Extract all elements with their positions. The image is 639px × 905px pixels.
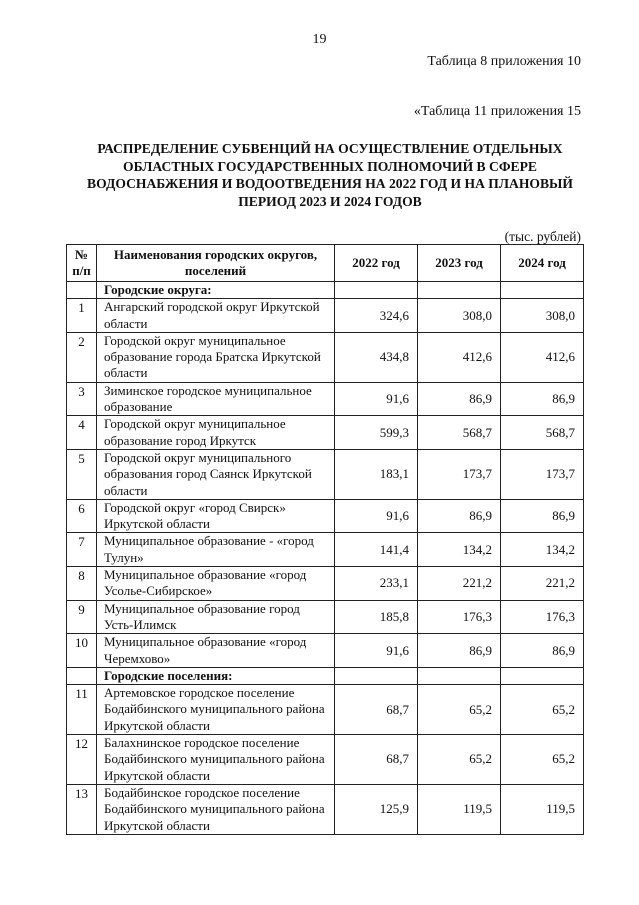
municipality-name-line: Тулун» <box>104 549 144 565</box>
section-title: Городские поселения: <box>97 667 335 684</box>
title-line: ОБЛАСТНЫХ ГОСУДАРСТВЕННЫХ ПОЛНОМОЧИЙ В СФЕРЕ <box>123 158 537 174</box>
municipality-name-line: Бодайбинского муниципального района <box>104 701 325 717</box>
section-empty-cell <box>418 282 501 299</box>
municipality-name-line: области <box>104 482 148 498</box>
municipality-name <box>97 382 335 416</box>
value-2022: 141,4 <box>335 533 418 567</box>
municipality-name-line: образование город Иркутск <box>104 432 257 448</box>
municipality-name-line: Балахнинское городское поселение <box>104 735 300 751</box>
row-number: 3 <box>67 382 97 416</box>
municipality-name-line: Бодайбинского муниципального района <box>104 801 325 817</box>
municipality-name-line: Артемовское городское поселение <box>104 685 295 701</box>
municipality-name-line: образование города Братска Иркутской <box>104 349 321 365</box>
header-2022: 2022 год <box>335 245 418 282</box>
municipality-name <box>97 449 335 499</box>
municipality-name-line: Ангарский городской округ Иркутской <box>104 299 320 315</box>
value-2024: 65,2 <box>501 685 584 735</box>
municipality-name <box>97 567 335 601</box>
municipality-name-line: Усолье-Сибирское» <box>104 583 213 599</box>
row-number: 9 <box>67 600 97 634</box>
table-body <box>67 282 584 835</box>
value-2024: 86,9 <box>501 382 584 416</box>
section-empty-cell <box>335 667 418 684</box>
units-label: (тыс. рублей) <box>504 229 581 244</box>
municipality-name-line: области <box>104 365 148 381</box>
row-number: 13 <box>67 784 97 834</box>
title-line: ВОДОСНАБЖЕНИЯ И ВОДООТВЕДЕНИЯ НА 2022 ГОД И НА ПЛАНОВЫЙ <box>87 176 573 191</box>
municipality-name <box>97 685 335 735</box>
value-2023: 86,9 <box>418 634 501 668</box>
municipality-name-line: Городской округ муниципального <box>104 449 292 465</box>
value-2022: 434,8 <box>335 332 418 382</box>
value-2023: 568,7 <box>418 416 501 450</box>
table-row <box>67 382 584 416</box>
header-number-line: № <box>74 247 89 262</box>
municipality-name <box>97 533 335 567</box>
municipality-name-line: Муниципальное образование «город <box>104 567 307 583</box>
subventions-table <box>66 244 584 835</box>
value-2024: 119,5 <box>501 784 584 834</box>
municipality-name-line: Иркутской области <box>104 516 210 532</box>
section-number-cell <box>67 667 97 684</box>
municipality-name-line: Муниципальное образование город <box>104 600 300 616</box>
section-empty-cell <box>501 282 584 299</box>
value-2024: 86,9 <box>501 634 584 668</box>
municipality-name-line: Бодайбинское городское поселение <box>104 784 300 800</box>
municipality-name <box>97 634 335 668</box>
value-2024: 86,9 <box>501 499 584 533</box>
value-2022: 185,8 <box>335 600 418 634</box>
value-2022: 68,7 <box>335 685 418 735</box>
municipality-name-line: Иркутской области <box>104 767 210 783</box>
value-2024: 176,3 <box>501 600 584 634</box>
row-number: 6 <box>67 499 97 533</box>
value-2024: 173,7 <box>501 449 584 499</box>
header-name-line: поселений <box>184 263 247 278</box>
value-2022: 91,6 <box>335 382 418 416</box>
municipality-name-line: Муниципальное образование «город <box>104 634 307 650</box>
municipality-name-line: образования город Саянск Иркутской <box>104 466 312 482</box>
row-number: 1 <box>67 299 97 333</box>
section-header-row <box>67 667 584 684</box>
value-2022: 183,1 <box>335 449 418 499</box>
row-number: 11 <box>67 685 97 735</box>
page-number: 19 <box>312 32 327 47</box>
row-number: 8 <box>67 567 97 601</box>
section-number-cell <box>67 282 97 299</box>
municipality-name-line: Иркутской области <box>104 817 210 833</box>
section-empty-cell <box>335 282 418 299</box>
row-number: 10 <box>67 634 97 668</box>
value-2022: 599,3 <box>335 416 418 450</box>
municipality-name-line: области <box>104 315 148 331</box>
table-row <box>67 567 584 601</box>
table-header-row <box>67 245 584 282</box>
value-2023: 221,2 <box>418 567 501 601</box>
table-row <box>67 332 584 382</box>
value-2022: 91,6 <box>335 499 418 533</box>
table-reference-line-2: «Таблица 11 приложения 15 <box>413 104 581 119</box>
municipality-name-line: Усть-Илимск <box>104 616 177 632</box>
row-number: 2 <box>67 332 97 382</box>
header-2024: 2024 год <box>501 245 584 282</box>
table-row <box>67 634 584 668</box>
municipality-name-line: Городской округ муниципальное <box>104 332 286 348</box>
municipality-name <box>97 735 335 785</box>
table-row <box>67 685 584 735</box>
municipality-name <box>97 499 335 533</box>
municipality-name-line: Городской округ «город Свирск» <box>104 499 286 515</box>
value-2023: 86,9 <box>418 382 501 416</box>
table-row <box>67 735 584 785</box>
municipality-name-line: Городской округ муниципальное <box>104 416 286 432</box>
municipality-name-line: Муниципальное образование - «город <box>104 533 314 549</box>
value-2022: 125,9 <box>335 784 418 834</box>
value-2023: 65,2 <box>418 735 501 785</box>
header-2023: 2023 год <box>418 245 501 282</box>
table-row <box>67 449 584 499</box>
value-2023: 176,3 <box>418 600 501 634</box>
value-2022: 91,6 <box>335 634 418 668</box>
value-2022: 233,1 <box>335 567 418 601</box>
table-row <box>67 416 584 450</box>
row-number: 4 <box>67 416 97 450</box>
municipality-name-line: Черемхово» <box>104 650 171 666</box>
row-number: 7 <box>67 533 97 567</box>
section-header-row <box>67 282 584 299</box>
municipality-name-line: образование <box>104 399 173 415</box>
header-name-line: Наименования городских округов, <box>113 247 318 262</box>
value-2024: 221,2 <box>501 567 584 601</box>
value-2024: 308,0 <box>501 299 584 333</box>
municipality-name <box>97 600 335 634</box>
value-2023: 412,6 <box>418 332 501 382</box>
section-empty-cell <box>501 667 584 684</box>
section-empty-cell <box>418 667 501 684</box>
table-row <box>67 533 584 567</box>
section-title: Городские округа: <box>97 282 335 299</box>
municipality-name-line: Бодайбинского муниципального района <box>104 751 325 767</box>
row-number: 12 <box>67 735 97 785</box>
header-name <box>97 245 335 282</box>
document-title <box>70 140 590 210</box>
table-row <box>67 784 584 834</box>
row-number: 5 <box>67 449 97 499</box>
municipality-name-line: Иркутской области <box>104 717 210 733</box>
value-2024: 65,2 <box>501 735 584 785</box>
table-reference-line-1: Таблица 8 приложения 10 <box>427 54 581 69</box>
value-2023: 308,0 <box>418 299 501 333</box>
table-row <box>67 299 584 333</box>
table-row <box>67 600 584 634</box>
municipality-name <box>97 784 335 834</box>
header-number <box>67 245 97 282</box>
table-row <box>67 499 584 533</box>
value-2023: 134,2 <box>418 533 501 567</box>
value-2024: 568,7 <box>501 416 584 450</box>
value-2022: 68,7 <box>335 735 418 785</box>
value-2023: 119,5 <box>418 784 501 834</box>
municipality-name <box>97 416 335 450</box>
value-2023: 86,9 <box>418 499 501 533</box>
header-number-line: п/п <box>72 263 91 278</box>
value-2022: 324,6 <box>335 299 418 333</box>
municipality-name <box>97 332 335 382</box>
value-2024: 134,2 <box>501 533 584 567</box>
title-line: ПЕРИОД 2023 И 2024 ГОДОВ <box>238 193 422 209</box>
municipality-name-line: Зиминское городское муниципальное <box>104 382 312 398</box>
value-2023: 65,2 <box>418 685 501 735</box>
value-2023: 173,7 <box>418 449 501 499</box>
title-line: РАСПРЕДЕЛЕНИЕ СУБВЕНЦИЙ НА ОСУЩЕСТВЛЕНИЕ ОТДЕЛЬНЫХ <box>97 141 563 156</box>
municipality-name <box>97 299 335 333</box>
value-2024: 412,6 <box>501 332 584 382</box>
